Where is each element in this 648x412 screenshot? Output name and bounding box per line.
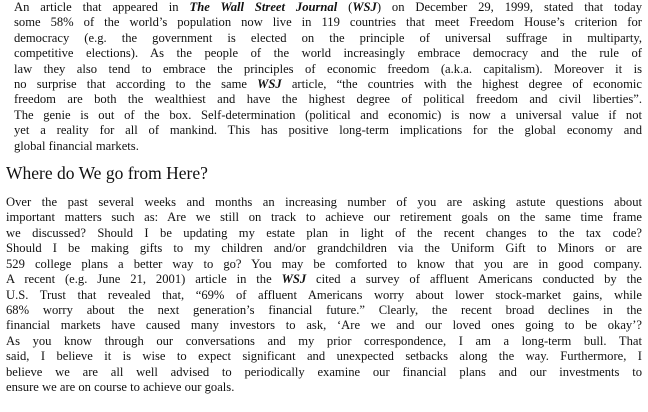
body-paragraph	[6, 195, 642, 395]
text-run: article, “the countries with the highest degree of economic	[281, 77, 642, 92]
text-run: no surprise that according to the same	[14, 77, 258, 92]
text-run: said, I believe it is wise to expect significant and unexpected setbacks along the way. Furthermore, I	[6, 349, 642, 364]
body-line	[6, 365, 642, 380]
body-line	[6, 334, 642, 349]
text-run: freedom are both the wealthiest and have the highest degree of political freedom and civil liberties”.	[14, 92, 642, 107]
body-line	[6, 288, 642, 303]
text-run: An article that appeared in	[14, 0, 190, 14]
text-run: As you know through our conversations and my prior correspondence, I am a long-term bull. That	[6, 333, 642, 348]
intro-line	[14, 77, 642, 92]
text-run: A recent (e.g. June 21, 2001) article in the	[6, 272, 282, 287]
body-line	[6, 272, 642, 287]
text-run: democracy (e.g. the government is elected on the principle of universal suffrage in multiparty,	[14, 30, 642, 45]
text-run: 529 college plans a better way to go? You may be comforted to know that you are in good company.	[6, 256, 642, 271]
emphasized-title: The Wall Street Journal	[189, 0, 338, 14]
section-heading: Where do We go from Here?	[6, 163, 208, 184]
text-run: Over the past several weeks and months an increasing number of you are asking astute questions about	[6, 195, 642, 210]
text-run: believe we are all well advised to periodically examine our financial plans and our investments to	[6, 364, 642, 379]
text-run: competitive elections). As the people of the world increasingly embrace democracy and the rule of	[14, 46, 642, 61]
text-run: financial markets have caused many investors to ask, ‘Are we and our loved ones going to be okay’?	[6, 318, 642, 333]
text-run: Should I be making gifts to my children and/or grandchildren via the Uniform Gift to Minors or are	[6, 241, 642, 256]
intro-line	[14, 108, 642, 123]
text-run: law they also tend to embrace the principles of economic freedom (a.k.a. capitalism). Moreover it is	[14, 61, 642, 76]
text-run: ensure we are on course to achieve our goals.	[6, 379, 235, 394]
intro-line	[14, 0, 642, 15]
emphasized-title: WSJ	[257, 77, 282, 92]
body-line	[6, 318, 642, 333]
body-line	[6, 257, 642, 272]
text-run: cited a survey of affluent Americans conducted by the	[306, 272, 642, 287]
text-run: U.S. Trust that revealed that, “69% of affluent Americans worry about lower stock-market gains, while	[6, 287, 642, 302]
text-run: 68% worry about the next generation’s financial future.” Clearly, the recent broad declines in the	[6, 302, 642, 317]
intro-line	[14, 92, 642, 107]
body-line	[6, 210, 642, 225]
body-line	[6, 380, 642, 395]
intro-line	[14, 46, 642, 61]
body-line	[6, 303, 642, 318]
intro-line	[14, 139, 642, 154]
body-line	[6, 241, 642, 256]
text-run: ) on December 29, 1999, stated that today	[376, 0, 643, 14]
text-run: important matters such as: Are we still on track to achieve our retirement goals on the same time frame	[6, 210, 642, 225]
text-run: yet a reality for all of mankind. This has positive long-term implications for the global economy and	[14, 123, 642, 138]
intro-line	[14, 15, 642, 30]
text-run: we discussed? Should I be updating my estate plan in light of the recent changes to the tax code?	[6, 225, 642, 240]
text-run: (	[337, 0, 353, 14]
body-line	[6, 195, 642, 210]
intro-paragraph	[6, 0, 642, 154]
emphasized-title: WSJ	[352, 0, 377, 14]
text-run: global financial markets.	[14, 138, 139, 153]
body-line	[6, 226, 642, 241]
body-line	[6, 349, 642, 364]
intro-line	[14, 123, 642, 138]
intro-line	[14, 31, 642, 46]
document-page	[6, 0, 642, 395]
intro-line	[14, 62, 642, 77]
text-run: The genie is out of the box. Self-determination (political and economic) is now a universal value if not	[14, 107, 642, 122]
text-run: some 58% of the world’s population now live in 119 countries that meet Freedom House’s criterion for	[14, 15, 642, 30]
emphasized-title: WSJ	[281, 272, 307, 287]
